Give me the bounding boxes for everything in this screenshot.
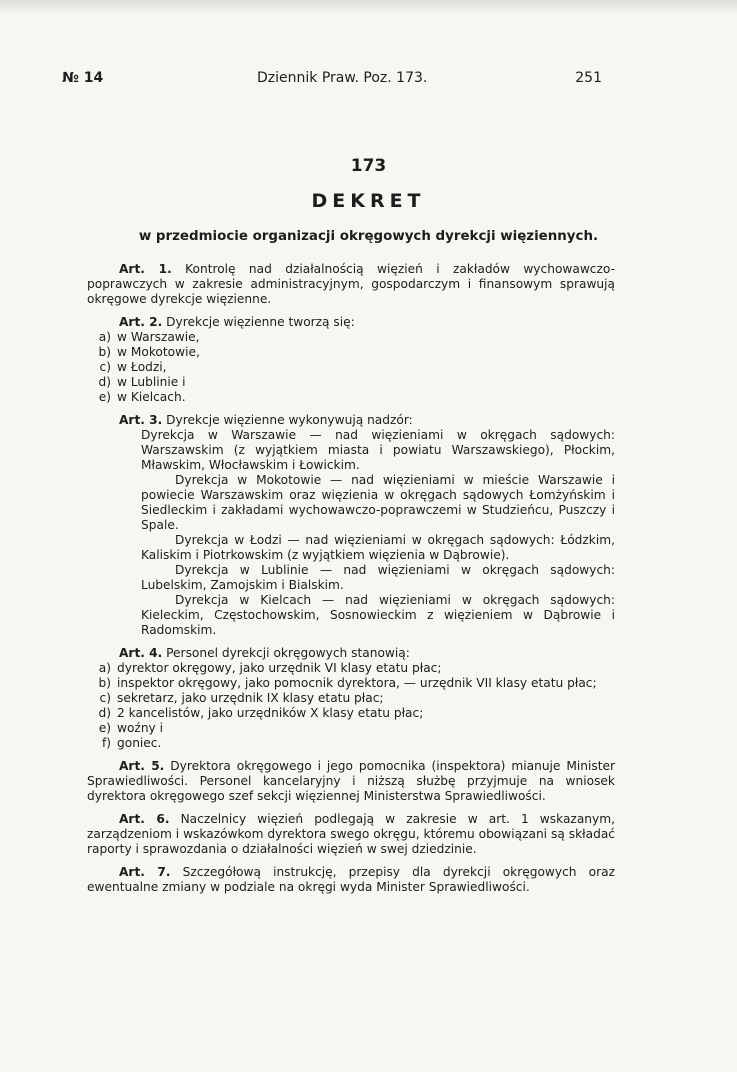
article-label: Art. 4. xyxy=(119,646,163,660)
article-label: Art. 7. xyxy=(119,865,171,879)
paragraph: Dyrekcja w Kielcach — nad więzieniami w okręgach sądowych: Kieleckim, Częstochowskim, Sosnowieckim z więzieniem w Dąbrowie i Radomskim. xyxy=(141,593,615,637)
article-label: Art. 6. xyxy=(119,812,170,826)
article-4-list xyxy=(87,661,615,751)
article-7 xyxy=(87,865,615,895)
issue-number: № 14 xyxy=(62,70,104,86)
article-text: Kontrolę nad działalnością więzień i zakładów wychowawczo-poprawczych w zakresie administracyjnym, gospodarczym i finansowym sprawują okręgowe dyrekcje więzienne. xyxy=(87,262,615,306)
article-3-paragraphs xyxy=(87,428,615,638)
article-text: Dyrekcje więzienne tworzą się: xyxy=(166,315,355,329)
page-number: 251 xyxy=(575,70,602,86)
list-item: a) w Warszawie, xyxy=(98,330,200,344)
article-2 xyxy=(87,315,615,330)
list-item: a) dyrektor okręgowy, jako urzędnik VI klasy etatu płac; xyxy=(98,661,442,675)
article-label: Art. 3. xyxy=(119,413,163,427)
paragraph: Dyrekcja w Mokotowie — nad więzieniami w mieście Warszawie i powiecie Warszawskim oraz więzienia w okręgach sądowych Łomżyńskim i Siedleckim i zakładami wychowawczo-poprawczemi w Studzieńcu, Puszczy i Spale. xyxy=(141,473,615,532)
article-text: Dyrektora okręgowego i jego pomocnika (inspektora) mianuje Minister Sprawiedliwości. Personel kancelaryjny i niższą służbę przyjmuje na wniosek dyrektora okręgowego szef sekcji więziennej Ministerstwa Sprawiedliwości. xyxy=(87,759,615,803)
list-item: d) 2 kancelistów, jako urzędników X klasy etatu płac; xyxy=(98,706,424,720)
list-item: e) woźny i xyxy=(98,721,164,735)
list-item: e) w Kielcach. xyxy=(98,390,186,404)
article-label: Art. 1. xyxy=(119,262,172,276)
paragraph: Dyrekcja w Łodzi — nad więzieniami w okręgach sądowych: Łódzkim, Kaliskim i Piotrkowskim (z wyjątkiem więzienia w Dąbrowie). xyxy=(141,533,615,562)
list-item: c) w Łodzi, xyxy=(99,360,167,374)
decree-body xyxy=(87,262,615,903)
article-text: Naczelnicy więzień podlegają w zakresie w art. 1 wskazanym, zarządzeniom i wskazówkom dyrektora swego okręgu, któremu obowiązani są składać raporty i sprawozdania o działalności więzień w swej dziedzinie. xyxy=(87,812,615,856)
article-6 xyxy=(87,812,615,857)
article-5 xyxy=(87,759,615,804)
page-top-edge xyxy=(0,0,737,14)
article-3 xyxy=(87,413,615,428)
article-1 xyxy=(87,262,615,307)
list-item: f) goniec. xyxy=(101,736,162,750)
list-item: b) inspektor okręgowy, jako pomocnik dyrektora, — urzędnik VII klasy etatu płac; xyxy=(98,676,597,690)
paragraph: Dyrekcja w Lublinie — nad więzieniami w okręgach sądowych: Lubelskim, Zamojskim i Bialskim. xyxy=(141,563,615,592)
article-text: Dyrekcje więzienne wykonywują nadzór: xyxy=(166,413,413,427)
running-header xyxy=(62,70,602,90)
article-label: Art. 5. xyxy=(119,759,165,773)
article-text: Szczegółową instrukcję, przepisy dla dyrekcji okręgowych oraz ewentualne zmiany w podziale na okręgi wyda Minister Sprawiedliwości. xyxy=(87,865,615,894)
list-item: d) w Lublinie i xyxy=(98,375,186,389)
decree-heading: DEKRET xyxy=(311,190,426,212)
article-text: Personel dyrekcji okręgowych stanowią: xyxy=(166,646,410,660)
list-item: c) sekretarz, jako urzędnik IX klasy etatu płac; xyxy=(99,691,384,705)
paragraph: Dyrekcja w Warszawie — nad więzieniami w okręgach sądowych: Warszawskim (z wyjątkiem miasta i powiatu Warszawskiego), Płockim, Mławskim, Włocławskim i Łowickim. xyxy=(141,428,615,472)
article-2-list xyxy=(87,330,615,405)
decree-number: 173 xyxy=(350,156,387,176)
list-item: b) w Mokotowie, xyxy=(98,345,200,359)
article-label: Art. 2. xyxy=(119,315,163,329)
article-4 xyxy=(87,646,615,661)
journal-title: Dziennik Praw. Poz. 173. xyxy=(257,70,428,86)
decree-subject: w przedmiocie organizacji okręgowych dyrekcji więziennych. xyxy=(138,229,599,244)
